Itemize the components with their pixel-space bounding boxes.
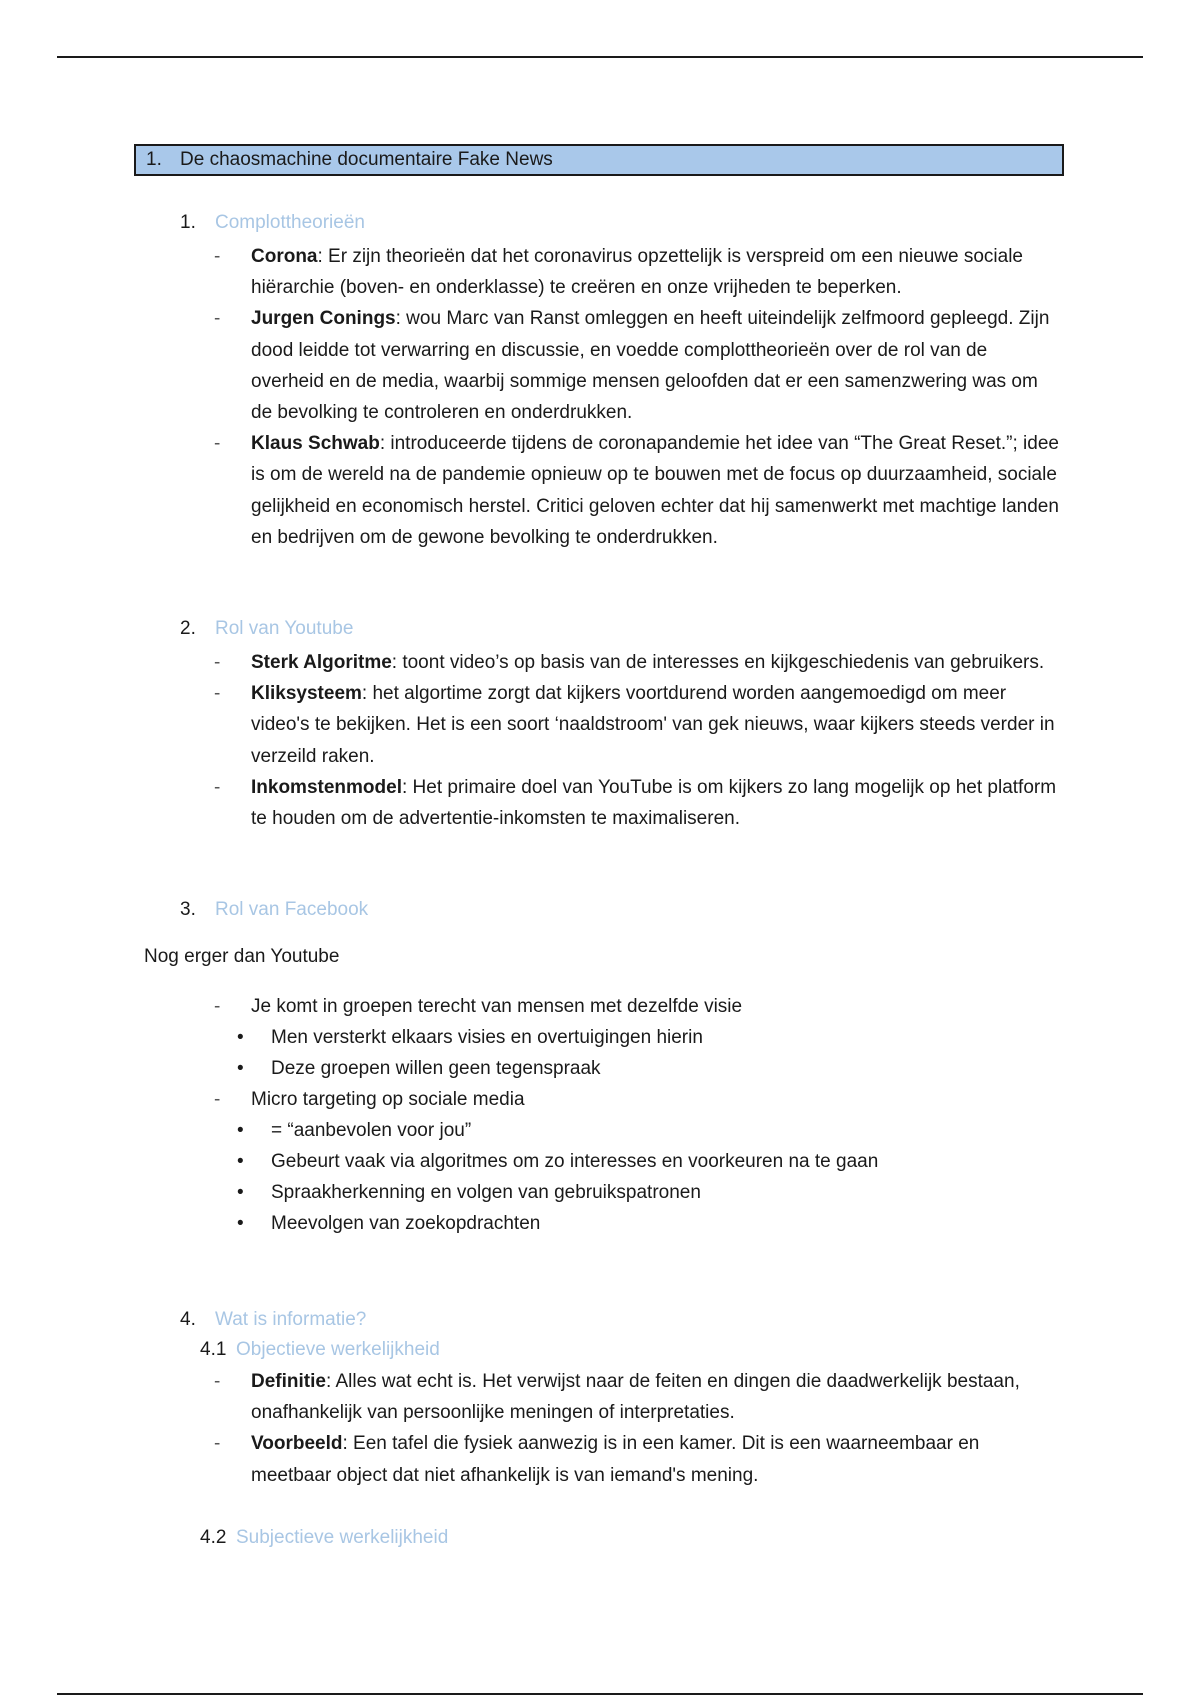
bullet-item: • Deze groepen willen geen tegenspraak [214, 1053, 1064, 1084]
item-text: : Het primaire doel van YouTube is om kijkers zo lang mogelijk op het platform te houden om de advertentie-inkomsten te maximaliseren. [251, 776, 1057, 830]
section-number: 3. [180, 899, 196, 920]
page-header-rule [57, 56, 1143, 58]
item-text: : introduceerde tijdens de coronapandemie het idee van “The Great Reset.”; idee is om de wereld na de pandemie opnieuw op te bouwen met de focus op duurzaamheid, sociale gelijkheid en economisch herstel. Critici geloven echter dat hij samenwerkt met machtige landen en bedrijven om de gewone bevolking te onderdrukken. [251, 433, 1059, 548]
list-item [214, 1366, 1064, 1428]
complottheorieen-list [214, 241, 1064, 553]
list-item [214, 1428, 1064, 1490]
subsection-heading-objectieve-werkelijkheid [200, 1339, 440, 1361]
bullet-item: • = “aanbevolen voor jou” [214, 1115, 1064, 1146]
section-title: Complottheorieën [215, 212, 365, 233]
item-text: : wou Marc van Ranst omleggen en heeft uiteindelijk zelfmoord gepleegd. Zijn dood leidde tot verwarring en discussie, en voedde complottheorieën over de rol van de overheid en de media, waarbij sommige mensen geloofden dat er een samenzwering was om de bevolking te controleren en onderdrukken. [251, 308, 1050, 424]
section-heading-rol-van-youtube [180, 618, 353, 640]
item-term: Sterk Algoritme [251, 652, 392, 673]
section-number: 1. [180, 212, 196, 233]
item-text: : Een tafel die fysiek aanwezig is in een kamer. Dit is een waarneembaar en meetbaar object dat niet afhankelijk is van iemand's mening. [251, 1433, 980, 1486]
item-term: Kliksysteem [251, 683, 362, 705]
item-term: Inkomstenmodel [251, 776, 402, 798]
facebook-list [214, 991, 1064, 1239]
list-item [214, 772, 1064, 834]
bullet-list [214, 1115, 1064, 1239]
objectieve-werkelijkheid-list [214, 1366, 1064, 1491]
section-title: Wat is informatie? [215, 1309, 367, 1330]
chapter-number: 1. [146, 149, 162, 170]
subsection-heading-subjectieve-werkelijkheid [200, 1527, 448, 1549]
section-title: Rol van Facebook [215, 899, 369, 920]
youtube-list [214, 647, 1064, 834]
item-text: : het algortime zorgt dat kijkers voortdurend worden aangemoedigd om meer video's te bekijken. Het is een soort ‘naaldstroom' van gek nieuws, waar kijkers steeds verder in verzeild raken. [251, 683, 1055, 767]
subsection-title: Subjectieve werkelijkheid [236, 1527, 449, 1548]
section-title: Rol van Youtube [215, 618, 354, 639]
list-item [214, 647, 1064, 678]
bullet-list [214, 1022, 1064, 1084]
subsection-number: 4.1 [200, 1339, 227, 1360]
item-term: Voorbeeld [251, 1433, 343, 1455]
list-item [214, 241, 1064, 303]
item-term: Definitie [251, 1371, 326, 1392]
section-heading-wat-is-informatie [180, 1309, 366, 1331]
chapter-title: De chaosmachine documentaire Fake News [180, 149, 553, 170]
item-text: Micro targeting op sociale media [251, 1089, 525, 1111]
item-term: Klaus Schwab [251, 433, 380, 455]
chapter-title-bar [134, 144, 1064, 176]
subsection-number: 4.2 [200, 1527, 227, 1548]
facebook-intro: Nog erger dan Youtube [144, 946, 340, 967]
subsection-title: Objectieve werkelijkheid [236, 1339, 440, 1360]
item-text: : Alles wat echt is. Het verwijst naar de feiten en dingen die daadwerkelijk bestaan, onafhankelijk van persoonlijke meningen of interpretaties. [251, 1371, 1020, 1424]
section-heading-rol-van-facebook [180, 899, 368, 921]
bullet-item: • Gebeurt vaak via algoritmes om zo interesses en voorkeuren na te gaan [214, 1146, 1064, 1177]
item-text: : Er zijn theorieën dat het coronavirus opzettelijk is verspreid om een nieuwe sociale hiërarchie (boven- en onderklasse) te creëren en onze vrijheden te beperken. [251, 246, 1023, 299]
bullet-item: • Men versterkt elkaars visies en overtuigingen hierin [214, 1022, 1064, 1053]
list-item [214, 428, 1064, 553]
item-text: Je komt in groepen terecht van mensen met dezelfde visie [251, 996, 743, 1017]
bullet-item: • Spraakherkenning en volgen van gebruikspatronen [214, 1177, 1064, 1208]
list-item [214, 303, 1064, 428]
section-number: 2. [180, 618, 196, 639]
page-footer-rule [57, 1693, 1143, 1695]
item-term: Corona [251, 246, 318, 267]
item-text: : toont video’s op basis van de interesses en kijkgeschiedenis van gebruikers. [391, 652, 1045, 673]
list-item [214, 678, 1064, 772]
item-term: Jurgen Conings [251, 308, 396, 330]
section-number: 4. [180, 1309, 196, 1330]
bullet-item: • Meevolgen van zoekopdrachten [214, 1208, 1064, 1239]
list-item [214, 991, 1064, 1084]
list-item [214, 1084, 1064, 1239]
section-heading-complottheorieen [180, 212, 365, 234]
